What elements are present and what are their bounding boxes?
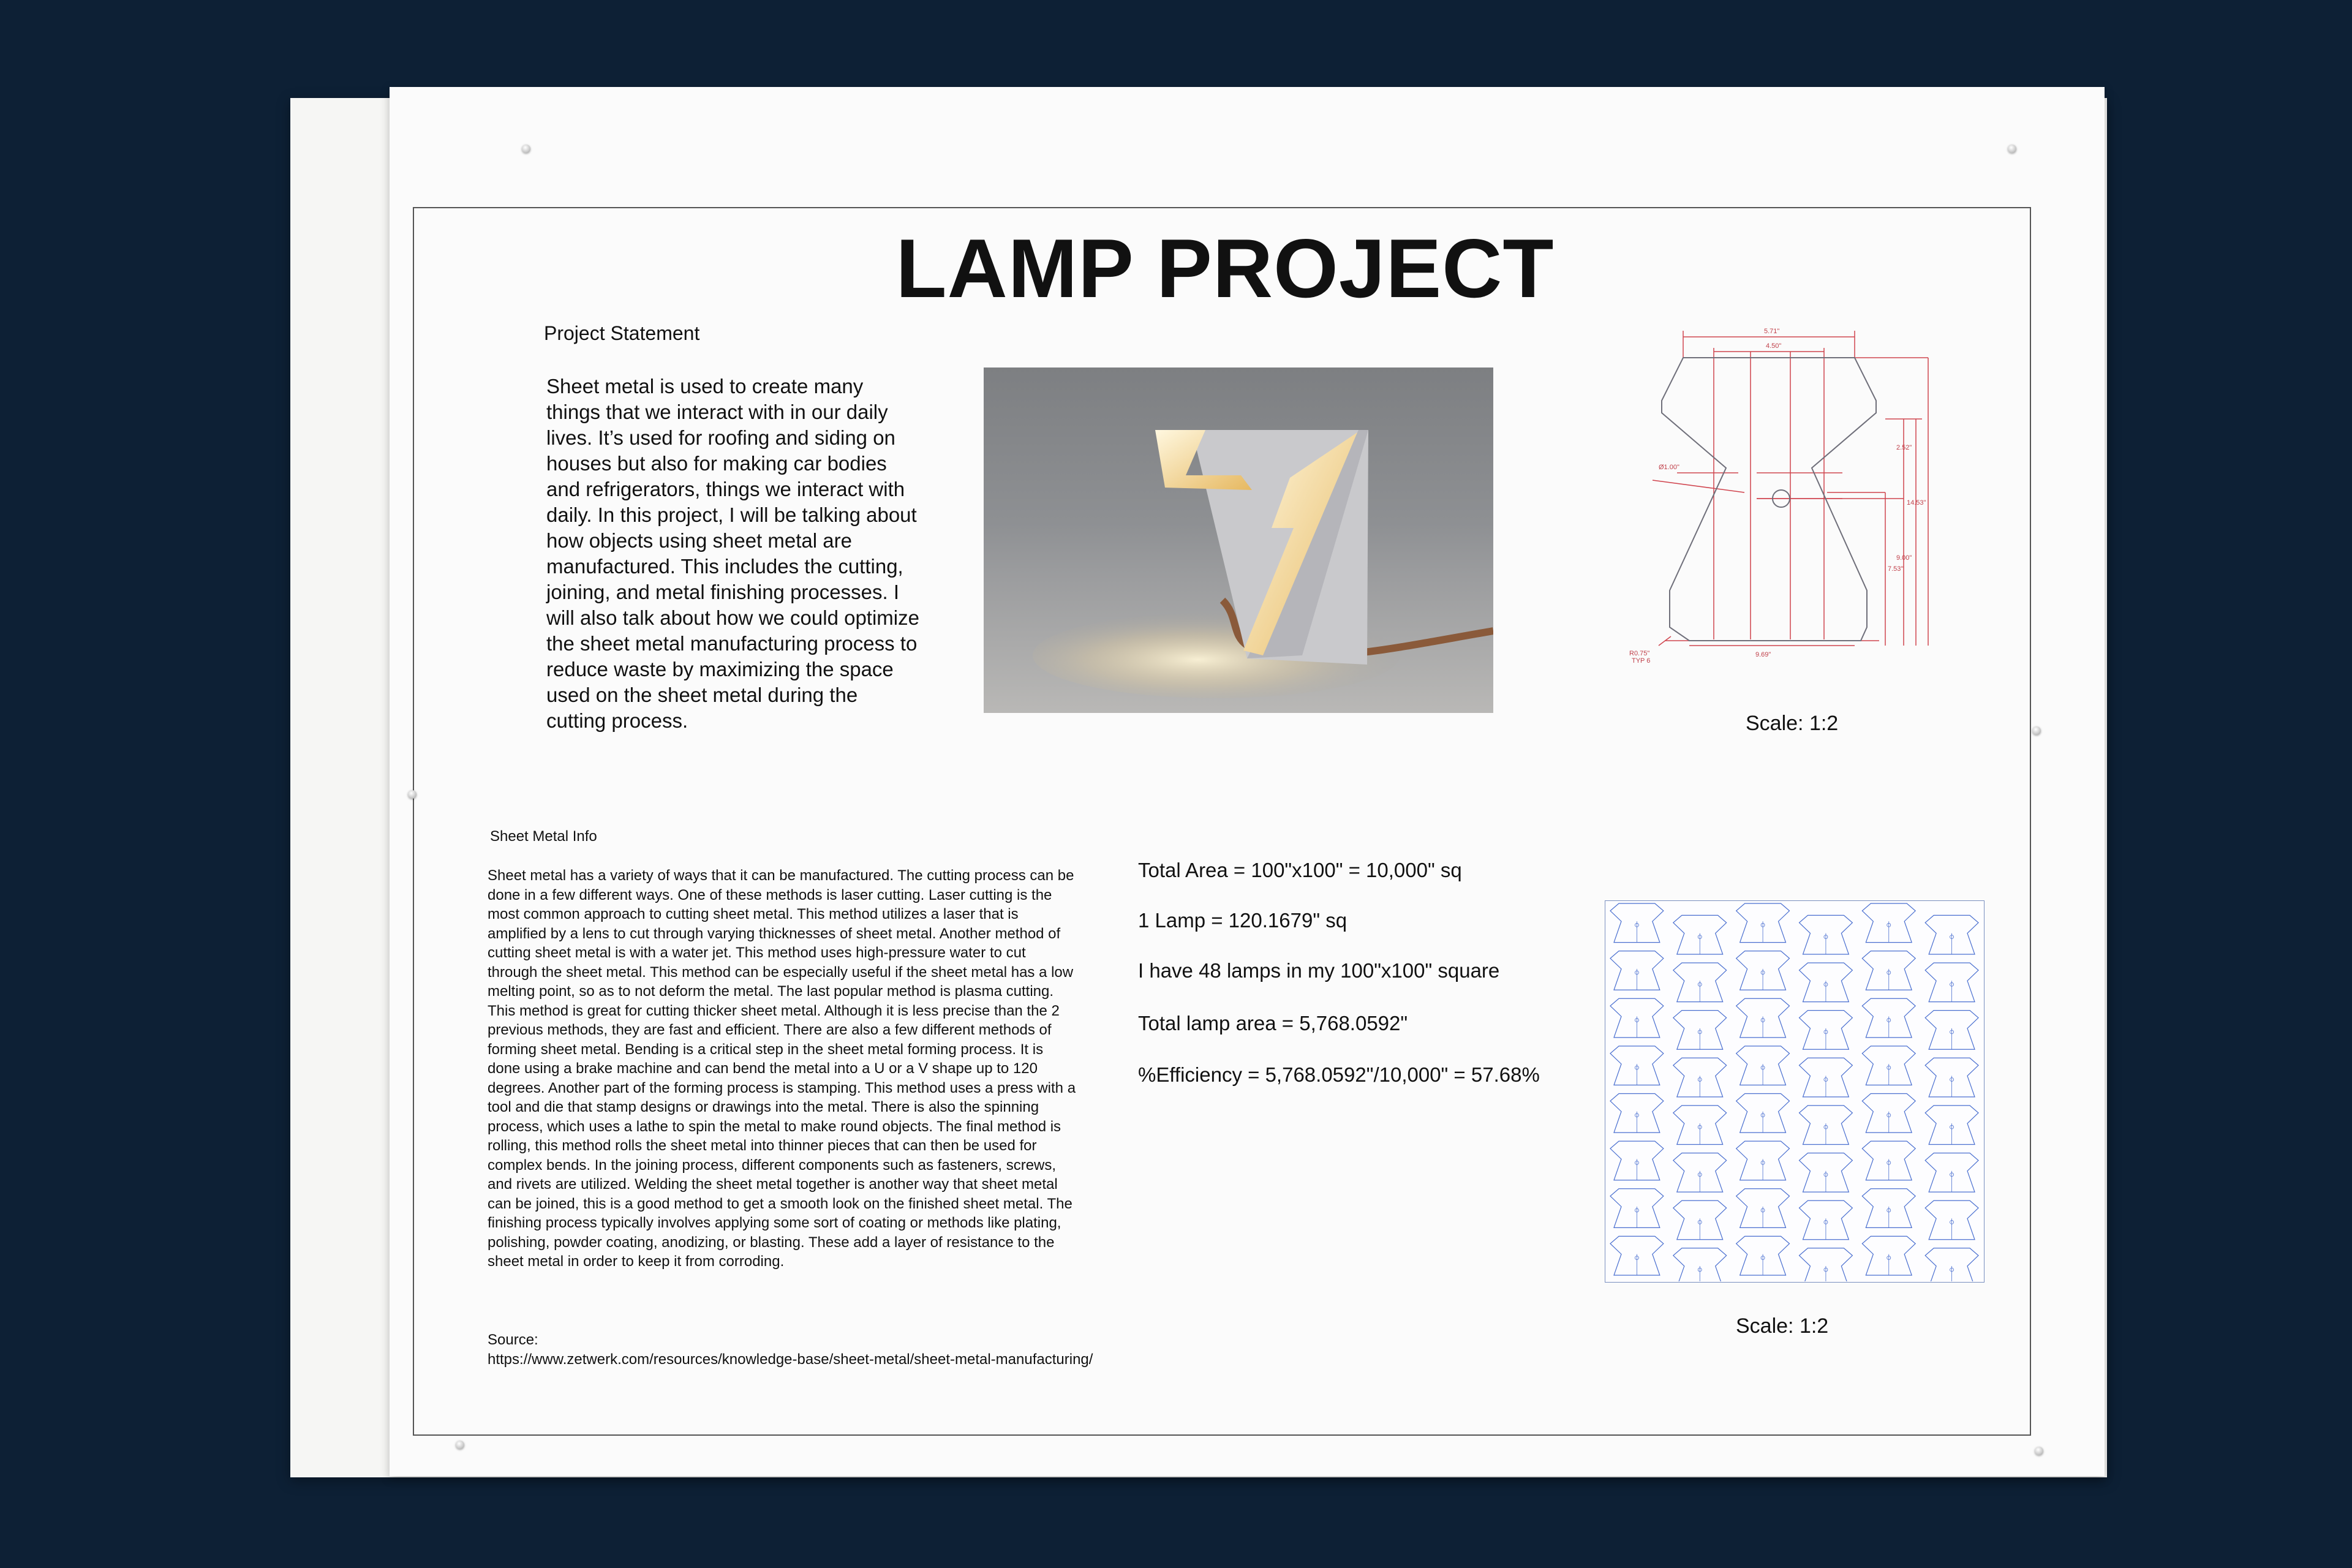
info-body: Sheet metal has a variety of ways that it can be manufactured. The cutting process can be done in a few different ways. One of these methods is laser cutting. Laser cutting is the most common approach to cutting sheet metal. This method utilizes a laser that is amplified by a lens to cut through varying thicknesses of sheet metal. Another method of cutting sheet metal is with a water jet. This method uses high-pressure water to cut through the sheet metal. This method can be especially useful if the sheet metal has a low melting point, so as to not deform the metal. The last popular method is plasma cutting. This method is great for cutting thicker sheet metal. Although it is less precise than the 2 previous methods, they are fast and efficient. There are also a few different methods of forming sheet metal. Bending is a critical step in the sheet metal forming process. It is done using a brake machine and can bend the metal into a U or a V shape up to 120 degrees. Another part of the forming process is stamping. This method uses a press with a tool and die that stamp designs or drawings into the metal. There is also the spinning process, which uses a lathe to spin the metal to make round objects. The final method is rolling, this method rolls the sheet metal into thinner pieces that can then be used for complex bends. In the joining process, different components such as fasteners, screws, and rivets are utilized. Welding the sheet metal together is another way that sheet metal can be joined, this is a good method to get a smooth look on the finished sheet metal. The finishing process typically involves applying some sort of coating or methods like plating, polishing, powder coating, anodizing, or blasting. These add a layer of resistance to the sheet metal in order to keep it from corroding. (488, 867, 1076, 1270)
dim-height: 14.53" (1907, 499, 1926, 507)
pushpin-icon (2032, 726, 2041, 735)
nesting-drawing (1605, 901, 1983, 1281)
nested-lamp-piece (1736, 1189, 1790, 1228)
nested-lamp-piece (1673, 1011, 1727, 1050)
nested-lamp-piece (1610, 951, 1664, 990)
calc-efficiency: %Efficiency = 5,768.0592"/10,000" = 57.68% (1138, 1063, 1540, 1086)
nested-lamp-piece (1800, 1153, 1853, 1193)
source-label: Source: (488, 1332, 538, 1348)
nested-lamp-piece (1610, 1189, 1664, 1228)
nested-lamp-piece (1610, 1141, 1664, 1180)
dim-top-width: 5.71" (1764, 328, 1780, 335)
dim-d1: 2.52" (1896, 444, 1912, 451)
nested-lamp-piece (1800, 1011, 1853, 1050)
nested-lamp-piece (1610, 903, 1664, 943)
nested-lamp-piece (1800, 1248, 1853, 1281)
nested-lamp-piece (1800, 1106, 1853, 1145)
nested-lamp-piece (1673, 1106, 1727, 1145)
nested-lamp-piece (1862, 903, 1915, 943)
nested-lamp-piece (1673, 1153, 1727, 1193)
nested-lamp-piece (1736, 1094, 1790, 1133)
nested-lamp-piece (1925, 1058, 1978, 1097)
nested-lamp-piece (1925, 1200, 1978, 1240)
pushpin-icon (2008, 145, 2016, 153)
nested-lamp-piece (1610, 1236, 1664, 1275)
nested-lamp-piece (1736, 903, 1790, 943)
nested-lamp-piece (1800, 1058, 1853, 1097)
lamp-photo (984, 368, 1493, 713)
info-heading: Sheet Metal Info (490, 828, 597, 845)
nested-lamp-piece (1610, 998, 1664, 1038)
lamp-technical-drawing (1597, 321, 1940, 688)
nested-lamp-piece (1862, 1141, 1915, 1180)
dim-d2: 9.00" (1896, 554, 1912, 562)
nested-lamp-piece (1925, 1106, 1978, 1145)
nested-lamp-piece (1862, 1094, 1915, 1133)
nested-lamp-piece (1925, 915, 1978, 954)
poster-title: LAMP PROJECT (895, 222, 1555, 315)
nested-lamp-piece (1736, 1046, 1790, 1085)
nested-lamp-piece (1673, 1248, 1727, 1281)
nested-lamp-piece (1673, 1200, 1727, 1240)
nested-lamp-piece (1862, 951, 1915, 990)
dim-base-width: 9.69" (1755, 651, 1771, 658)
nesting-layout (1605, 900, 1985, 1283)
calc-lamp-count: I have 48 lamps in my 100"x100" square (1138, 959, 1500, 982)
nested-lamp-piece (1925, 1011, 1978, 1050)
source-url: https://www.zetwerk.com/resources/knowledge-base/sheet-metal/sheet-metal-manufacturing/ (488, 1351, 1093, 1368)
pushpin-icon (522, 145, 530, 153)
drawing-scale-label: Scale: 1:2 (1746, 712, 1839, 735)
calc-total-area: Total Area = 100"x100" = 10,000" sq (1138, 859, 1462, 881)
nested-lamp-piece (1862, 998, 1915, 1038)
pushpin-icon (408, 790, 417, 799)
calc-lamp-area: 1 Lamp = 120.1679" sq (1138, 909, 1348, 932)
statement-heading: Project Statement (544, 322, 700, 344)
calc-total-lamp-area: Total lamp area = 5,768.0592" (1138, 1012, 1408, 1035)
pushpin-icon (2035, 1447, 2043, 1455)
nesting-scale-label: Scale: 1:2 (1736, 1314, 1829, 1338)
nested-lamp-piece (1736, 998, 1790, 1038)
nested-lamp-piece (1925, 963, 1978, 1002)
nested-lamp-piece (1800, 963, 1853, 1002)
nested-lamp-piece (1736, 1236, 1790, 1275)
statement-body: Sheet metal is used to create many things that we interact with in our daily lives. It’s used for roofing and siding on houses but also for making car bodies and refrigerators, things we interact with daily. In this project, I will be talking about how objects using sheet metal are manufactured. This includes the cutting, joining, and metal finishing processes. I will also talk about how we could optimize the sheet metal manufacturing process to reduce waste by maximizing the space used on the sheet metal during the cutting process. (546, 375, 919, 732)
nested-lamp-piece (1610, 1094, 1664, 1133)
pushpin-icon (456, 1441, 464, 1449)
dim-hole: Ø1.00" (1659, 464, 1679, 471)
nested-lamp-piece (1736, 1141, 1790, 1180)
nested-lamp-piece (1800, 1200, 1853, 1240)
nested-lamp-piece (1673, 963, 1727, 1002)
nested-lamp-piece (1610, 1046, 1664, 1085)
dim-radius-note: TYP 6 (1632, 657, 1651, 665)
dim-d3: 7.53" (1888, 565, 1904, 573)
nested-lamp-piece (1673, 1058, 1727, 1097)
lamp-photo-illustration (984, 368, 1493, 713)
nested-lamp-piece (1925, 1248, 1978, 1281)
nested-lamp-piece (1673, 915, 1727, 954)
nested-lamp-piece (1925, 1153, 1978, 1193)
nested-lamp-piece (1862, 1046, 1915, 1085)
dim-inner-width: 4.50" (1766, 342, 1782, 350)
nested-lamp-piece (1862, 1236, 1915, 1275)
nested-lamp-piece (1800, 915, 1853, 954)
nested-lamp-piece (1736, 951, 1790, 990)
nested-lamp-piece (1862, 1189, 1915, 1228)
dim-radius: R0.75" (1629, 650, 1650, 657)
